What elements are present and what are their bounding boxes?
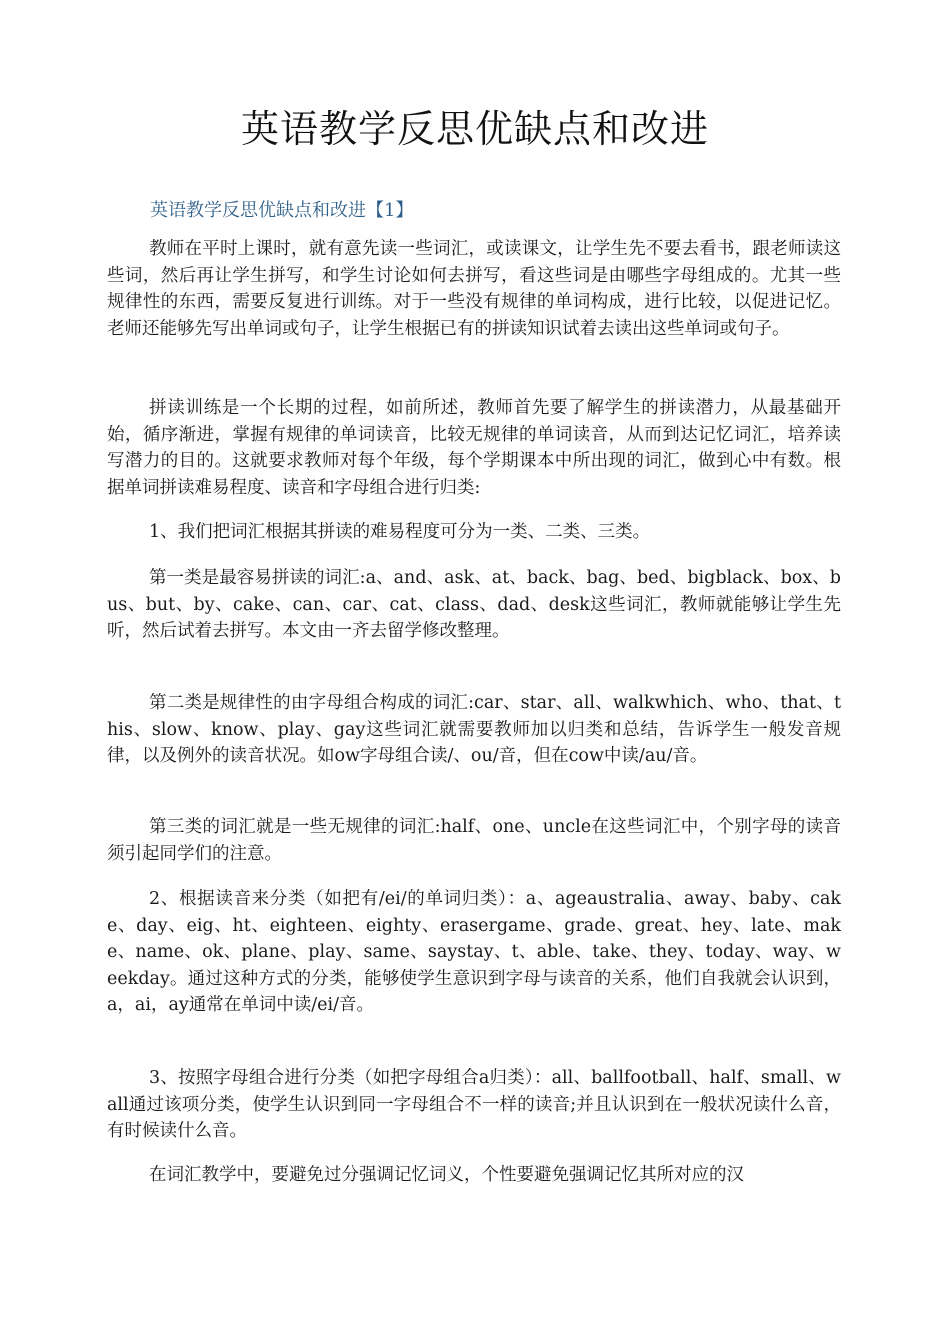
section-heading: 英语教学反思优缺点和改进【1】 [150, 200, 414, 221]
paragraph-9: 在词汇教学中，要避免过分强调记忆词义，个性要避免强调记忆其所对应的汉 [149, 1165, 744, 1185]
paragraph-8: 3、按照字母组合进行分类（如把字母组合a归类）：all、ballfootball、half、small、wall通过该项分类，使学生认识到同一字母组合不一样的读音;并且认识到在一般状况读什么音，有时候读什么音。 [107, 1068, 841, 1142]
paragraph-5: 第二类是规律性的由字母组合构成的词汇:car、star、all、walkwhich、who、that、this、slow、know、play、gay这些词汇就需要教师加以归类和总结，告诉学生一般发音规律，以及例外的读音状况。如ow字母组合读/、ou/音，但在cow中读/au/音。 [107, 693, 841, 767]
paragraph-7: 2、根据读音来分类（如把有/ei/的单词归类）：a、ageaustralia、away、baby、cake、day、eig、ht、eighteen、eighty、erasergame、grade、great、hey、late、make、name、ok、plane、play、same、saystay、t、able、take、they、today、way、weekday。通过这种方式的分类，能够使学生意识到字母与读音的关系，他们自我就会认识到，a，ai，ay通常在单词中读/ei/音。 [107, 889, 841, 1016]
paragraph-4: 第一类是最容易拼读的词汇:a、and、ask、at、back、bag、bed、bigblack、box、bus、but、by、cake、can、car、cat、class、dad、desk这些词汇，教师就能够让学生先听，然后试着去拼写。本文由一齐去留学修改整理。 [107, 568, 841, 642]
paragraph-1: 教师在平时上课时，就有意先读一些词汇，或读课文，让学生先不要去看书，跟老师读这些词，然后再让学生拼写，和学生讨论如何去拼写，看这些词是由哪些字母组成的。尤其一些规律性的东西，需要反复进行训练。对于一些没有规律的单词构成，进行比较，以促进记忆。老师还能够先写出单词或句子，让学生根据已有的拼读知识试着去读出这些单词或句子。 [107, 239, 841, 339]
document-title: 英语教学反思优缺点和改进 [240, 107, 709, 151]
paragraph-3: 1、我们把词汇根据其拼读的难易程度可分为一类、二类、三类。 [149, 522, 651, 542]
paragraph-6: 第三类的词汇就是一些无规律的词汇:half、one、uncle在这些词汇中，个别字母的读音须引起同学们的注意。 [107, 817, 841, 864]
paragraph-2: 拼读训练是一个长期的过程，如前所述，教师首先要了解学生的拼读潜力，从最基础开始，循序渐进，掌握有规律的单词读音，比较无规律的单词读音，从而到达记忆词汇，培养读写潜力的目的。这就要求教师对每个年级，每个学期课本中所出现的词汇，做到心中有数。根据单词拼读难易程度、读音和字母组合进行归类: [107, 398, 841, 498]
